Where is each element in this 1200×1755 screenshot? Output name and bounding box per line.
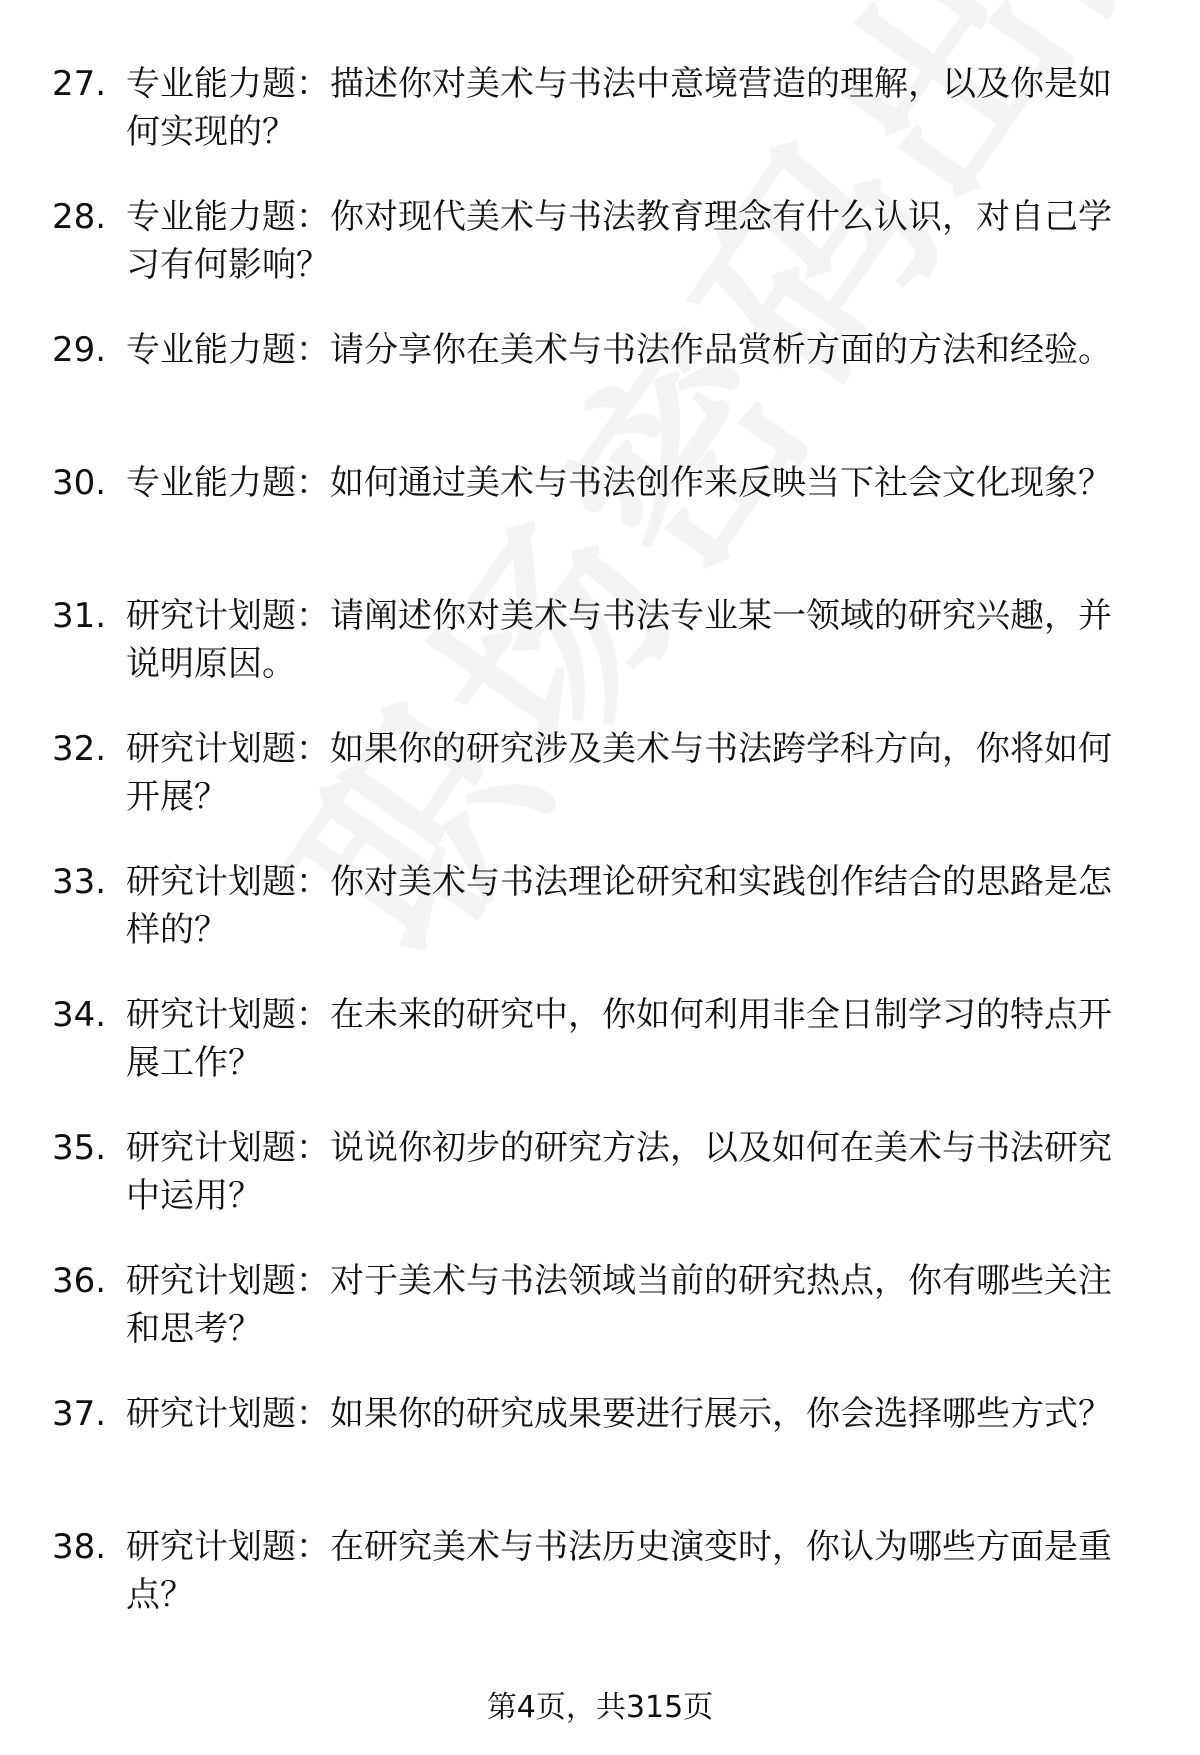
question-number: 33. bbox=[52, 862, 107, 902]
question-item bbox=[52, 991, 1152, 1124]
question-number: 36. bbox=[52, 1261, 107, 1301]
question-item bbox=[52, 592, 1152, 725]
question-item bbox=[52, 1523, 1152, 1656]
question-item bbox=[52, 193, 1152, 326]
question-text: 研究计划题：对于美术与书法领域当前的研究热点，你有哪些关注和思考？ bbox=[126, 1261, 1112, 1349]
question-item bbox=[52, 60, 1152, 193]
question-number: 30. bbox=[52, 463, 107, 503]
question-text: 研究计划题：请阐述你对美术与书法专业某一领域的研究兴趣，并说明原因。 bbox=[126, 596, 1112, 684]
question-number: 28. bbox=[52, 197, 107, 237]
question-text: 研究计划题：如果你的研究成果要进行展示，你会选择哪些方式？ bbox=[126, 1394, 1112, 1434]
question-text: 研究计划题：说说你初步的研究方法，以及如何在美术与书法研究中运用？ bbox=[126, 1128, 1112, 1216]
question-number: 34. bbox=[52, 995, 107, 1035]
question-number: 27. bbox=[52, 64, 107, 104]
question-text: 研究计划题：你对美术与书法理论研究和实践创作结合的思路是怎样的？ bbox=[126, 862, 1112, 950]
question-number: 37. bbox=[52, 1394, 107, 1434]
question-number: 29. bbox=[52, 330, 107, 370]
question-item bbox=[52, 326, 1152, 459]
question-item bbox=[52, 1390, 1152, 1523]
page-footer: 第4页，共315页 bbox=[486, 1690, 714, 1725]
question-item bbox=[52, 1257, 1152, 1390]
question-text: 专业能力题：你对现代美术与书法教育理念有什么认识，对自己学习有何影响？ bbox=[126, 197, 1112, 285]
question-item bbox=[52, 1124, 1152, 1257]
question-item bbox=[52, 725, 1152, 858]
question-number: 32. bbox=[52, 729, 107, 769]
question-item bbox=[52, 858, 1152, 991]
question-list bbox=[52, 60, 1152, 1656]
question-text: 研究计划题：在研究美术与书法历史演变时，你认为哪些方面是重点？ bbox=[126, 1527, 1112, 1615]
question-number: 35. bbox=[52, 1128, 107, 1168]
question-number: 31. bbox=[52, 596, 107, 636]
question-text: 专业能力题：请分享你在美术与书法作品赏析方面的方法和经验。 bbox=[126, 330, 1112, 370]
question-text: 专业能力题：描述你对美术与书法中意境营造的理解，以及你是如何实现的？ bbox=[126, 64, 1112, 152]
question-text: 研究计划题：在未来的研究中，你如何利用非全日制学习的特点开展工作？ bbox=[126, 995, 1112, 1083]
question-text: 研究计划题：如果你的研究涉及美术与书法跨学科方向，你将如何开展？ bbox=[126, 729, 1112, 817]
question-number: 38. bbox=[52, 1527, 107, 1567]
question-text: 专业能力题：如何通过美术与书法创作来反映当下社会文化现象？ bbox=[126, 463, 1112, 503]
question-item bbox=[52, 459, 1152, 592]
